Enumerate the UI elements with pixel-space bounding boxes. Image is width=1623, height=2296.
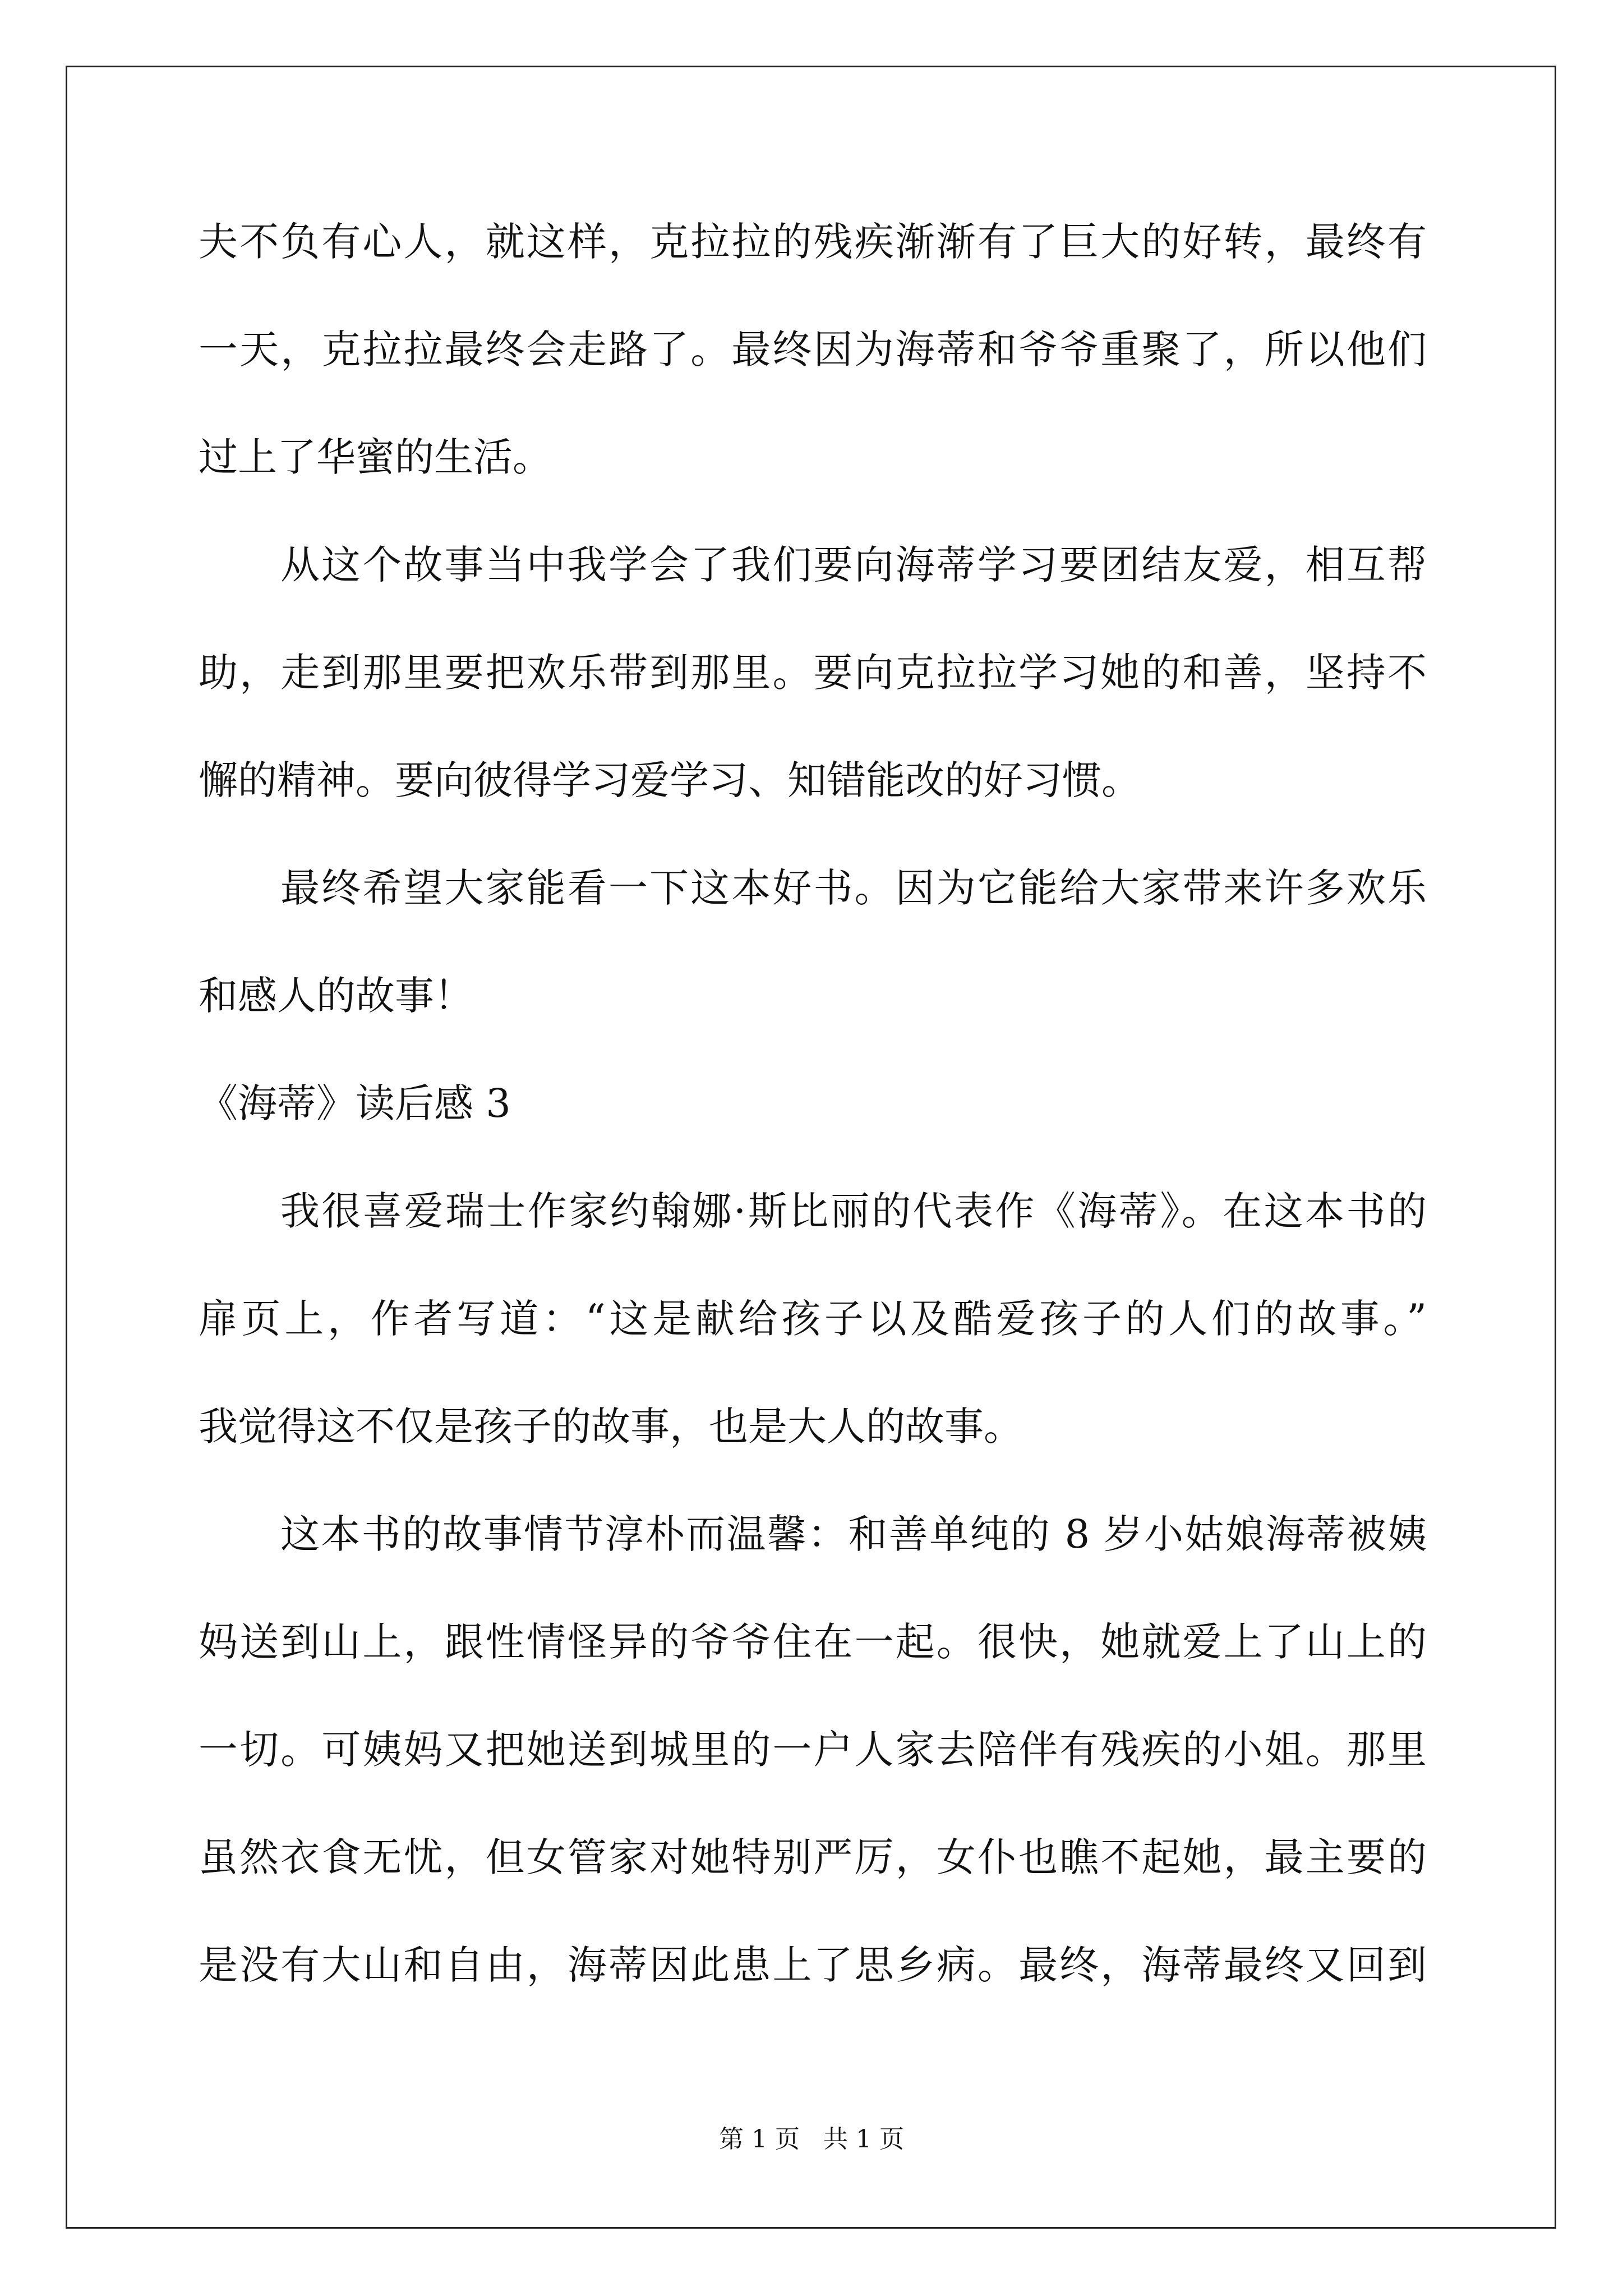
paragraph-line: 扉页上，作者写道：“这是献给孩子以及酷爱孩子的人们的故事。” xyxy=(199,1296,1427,1342)
page-total: 共 1 页 xyxy=(823,2125,904,2154)
paragraph-line: 是没有大山和自由，海蒂因此患上了思乡病。最终，海蒂最终又回到 xyxy=(199,1942,1427,1988)
page-footer xyxy=(0,2119,1623,2155)
paragraph-line: 这本书的故事情节淳朴而温馨：和善单纯的 8 岁小姑娘海蒂被姨 xyxy=(280,1511,1427,1557)
paragraph-line: 从这个故事当中我学会了我们要向海蒂学习要团结友爱，相互帮 xyxy=(280,542,1427,588)
paragraph-line: 一天，克拉拉最终会走路了。最终因为海蒂和爷爷重聚了，所以他们 xyxy=(199,326,1427,372)
paragraph-line: 我觉得这不仅是孩子的故事，也是大人的故事。 xyxy=(199,1404,1023,1450)
paragraph-line: 和感人的故事！ xyxy=(199,973,473,1019)
paragraph-line: 虽然衣食无忧，但女管家对她特别严厉，女仆也瞧不起她，最主要的 xyxy=(199,1834,1427,1880)
section-heading: 《海蒂》读后感 3 xyxy=(199,1080,511,1126)
page-border xyxy=(66,66,1556,2229)
paragraph-line: 过上了华蜜的生活。 xyxy=(199,434,552,480)
paragraph-line: 懈的精神。要向彼得学习爱学习、知错能改的好习惯。 xyxy=(199,757,1141,803)
paragraph-line: 妈送到山上，跟性情怪异的爷爷住在一起。很快，她就爱上了山上的 xyxy=(199,1619,1427,1665)
paragraph-line: 我很喜爱瑞士作家约翰娜·斯比丽的代表作《海蒂》。在这本书的 xyxy=(280,1188,1427,1234)
paragraph-line: 一切。可姨妈又把她送到城里的一户人家去陪伴有残疾的小姐。那里 xyxy=(199,1727,1427,1773)
paragraph-line: 夫不负有心人，就这样，克拉拉的残疾渐渐有了巨大的好转，最终有 xyxy=(199,219,1427,265)
page-number: 第 1 页 xyxy=(719,2125,800,2154)
paragraph-line: 最终希望大家能看一下这本好书。因为它能给大家带来许多欢乐 xyxy=(280,865,1427,911)
paragraph-line: 助，走到那里要把欢乐带到那里。要向克拉拉学习她的和善，坚持不 xyxy=(199,650,1427,696)
